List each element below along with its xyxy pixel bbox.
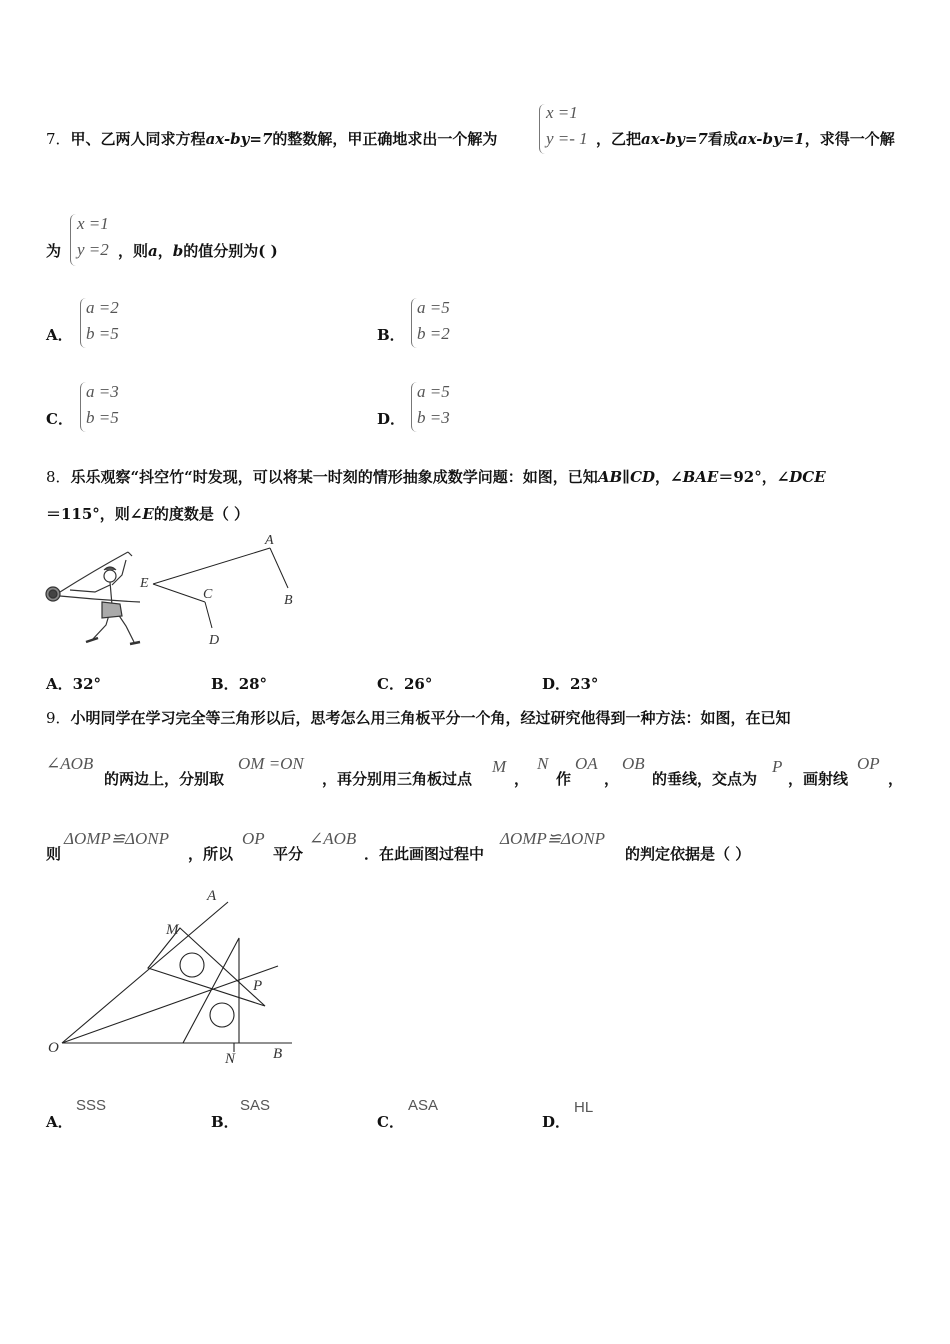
- segment-ab: [270, 548, 288, 588]
- q8-option-c[interactable]: C．26°: [377, 675, 433, 693]
- segment-cd: [205, 602, 212, 628]
- ruler-hole-m: [180, 953, 204, 977]
- label-n: N: [225, 1051, 236, 1067]
- q7-solution1: x =1 y =- 1: [546, 103, 588, 148]
- label-a: A: [265, 533, 274, 548]
- q8-line2: ＝115°，则∠E的度数是（ ）: [46, 505, 250, 523]
- q7-solution1-brace: [539, 104, 546, 154]
- q9-congruence-1: ΔOMP≌ΔONP: [64, 829, 170, 848]
- q7-line1: 7．甲、乙两人同求方程ax-by=7的整数解，甲正确地求出一个解为: [46, 130, 498, 148]
- q7-solution2: x =1 y =2: [77, 214, 109, 259]
- q7-line2-prefix: 为: [46, 242, 62, 260]
- diabolo-player-illustration: [46, 552, 140, 644]
- label-b: B: [273, 1046, 283, 1062]
- segment-ec: [153, 584, 205, 602]
- label-b: B: [284, 593, 293, 608]
- q9-number: 9．: [46, 709, 71, 727]
- q8-option-d[interactable]: D．23°: [542, 675, 599, 693]
- q9-congruence-2: ΔOMP≌ΔONP: [500, 829, 606, 848]
- q8-option-a[interactable]: A．32°: [46, 675, 102, 693]
- q7-number: 7．: [46, 130, 71, 148]
- label-o: O: [48, 1040, 59, 1056]
- q8-number: 8．: [46, 468, 71, 486]
- q8-option-b[interactable]: B．28°: [211, 675, 268, 693]
- triangle-ruler-n: [183, 938, 239, 1043]
- q9-line1: 9．小明同学在学习完全等三角形以后，思考怎么用三角板平分一个角，经过研究他得到一种方法：如图，在已知: [46, 709, 791, 727]
- label-m: M: [166, 922, 179, 938]
- q9-figure: [40, 880, 310, 1075]
- q9-om-on: OM =ON: [238, 754, 304, 773]
- ruler-hole-n: [210, 1003, 234, 1027]
- label-a: A: [207, 888, 217, 904]
- segment-ea: [153, 548, 270, 584]
- triangle-ruler-m: [148, 928, 265, 1006]
- label-e: E: [140, 576, 149, 591]
- q7-line1-continued: ，乙把ax-by=7看成ax-by=1，求得一个解: [596, 130, 895, 148]
- q8-line1: 8．乐乐观察“抖空竹“时发现，可以将某一时刻的情形抽象成数学问题：如图，已知AB∥CD，∠BAE＝92°，∠DCE: [46, 468, 826, 486]
- label-p: P: [253, 978, 263, 994]
- label-d: D: [209, 633, 220, 648]
- ray-op: [62, 966, 278, 1043]
- q7-solution2-brace: [70, 214, 77, 266]
- q7-line2: ，则a，b的值分别为( ): [118, 242, 278, 260]
- ray-oa: [62, 902, 228, 1043]
- label-c: C: [203, 587, 213, 602]
- q9-angle-aob: ∠AOB: [46, 754, 94, 773]
- q8-figure: [40, 530, 310, 655]
